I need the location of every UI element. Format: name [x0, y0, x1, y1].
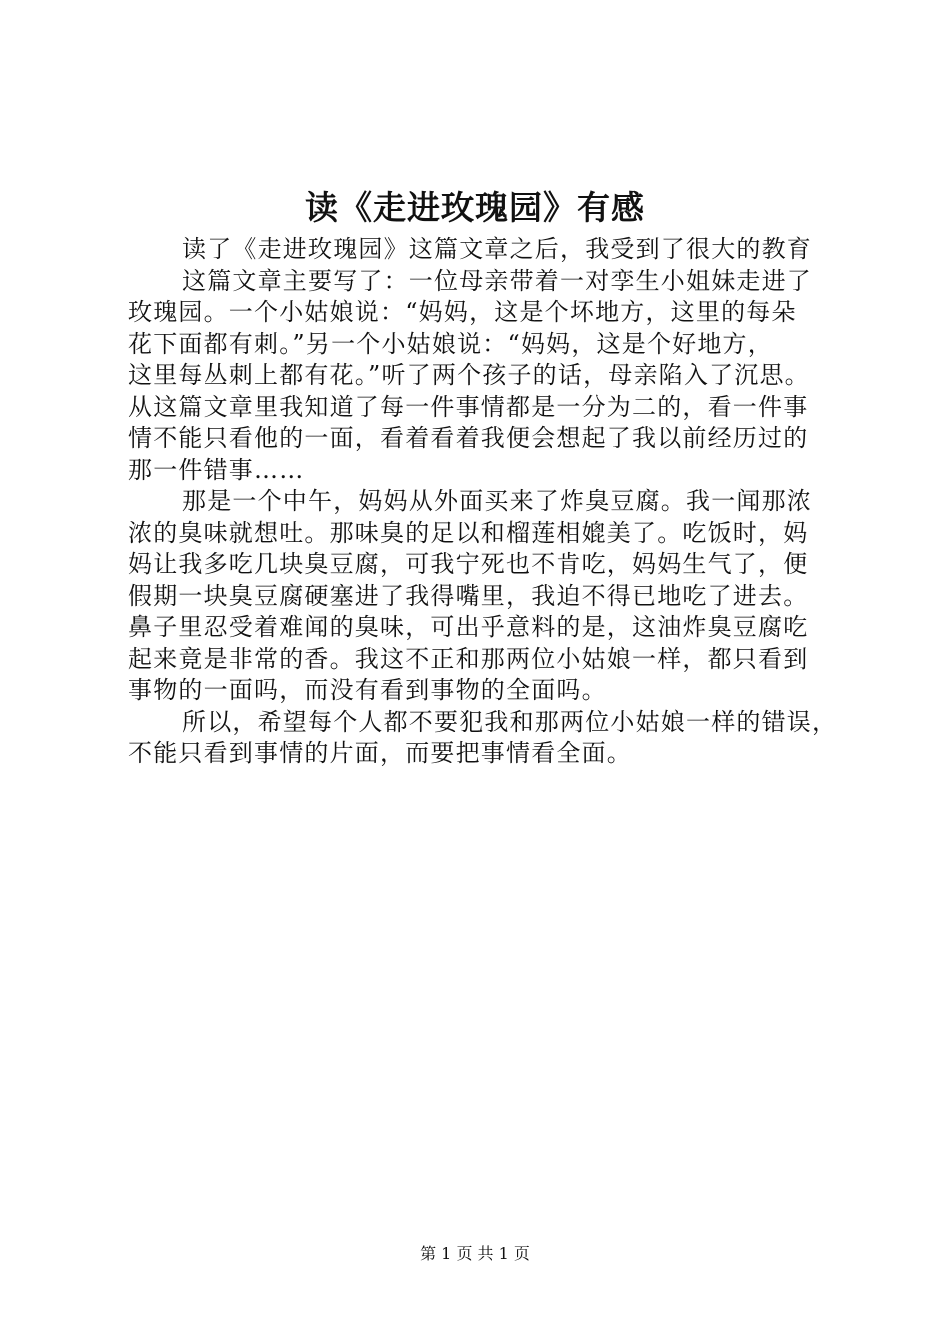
paragraph-line: 事物的一面吗，而没有看到事物的全面吗。 [128, 676, 607, 704]
document-title: 读《走进玫瑰园》有感 [305, 188, 645, 227]
paragraph-line: 鼻子里忍受着难闻的臭味，可出乎意料的是，这油炸臭豆腐吃 [128, 613, 809, 641]
paragraph-line: 所以，希望每个人都不要犯我和那两位小姑娘一样的错误， [182, 707, 838, 736]
paragraph-line: 玫瑰园。一个小姑娘说：“妈妈，这是个坏地方，这里的每朵 [128, 298, 797, 326]
page-number-footer: 第 1 页 共 1 页 [420, 1244, 530, 1263]
paragraph-line: 花下面都有刺。”另一个小姑娘说：“妈妈，这是个好地方， [128, 329, 773, 358]
paragraph-line: 浓的臭味就想吐。那味臭的足以和榴莲相媲美了。吃饭时，妈 [128, 518, 809, 547]
paragraph-line: 读了《走进玫瑰园》这篇文章之后，我受到了很大的教育 [182, 235, 812, 263]
paragraph-line: 妈让我多吃几块臭豆腐，可我宁死也不肯吃，妈妈生气了，便 [128, 550, 809, 578]
paragraph-line: 起来竟是非常的香。我这不正和那两位小姑娘一样，都只看到 [128, 644, 809, 673]
paragraph-line: 假期一块臭豆腐硬塞进了我得嘴里，我迫不得已地吃了进去。 [128, 581, 809, 610]
paragraph-line: 从这篇文章里我知道了每一件事情都是一分为二的，看一件事 [128, 392, 809, 421]
paragraph-line: 情不能只看他的一面，看着看着我便会想起了我以前经历过的 [128, 424, 809, 452]
paragraph-line: 这篇文章主要写了：一位母亲带着一对孪生小姐妹走进了 [182, 266, 812, 295]
document-body [128, 234, 848, 770]
paragraph-line: 那一件错事…… [128, 455, 305, 484]
paragraph-line: 这里每丛刺上都有花。”听了两个孩子的话，母亲陷入了沉思。 [128, 361, 810, 389]
paragraph-line: 不能只看到事情的片面，而要把事情看全面。 [128, 739, 632, 767]
paragraph-line: 那是一个中午，妈妈从外面买来了炸臭豆腐。我一闻那浓 [182, 487, 812, 515]
